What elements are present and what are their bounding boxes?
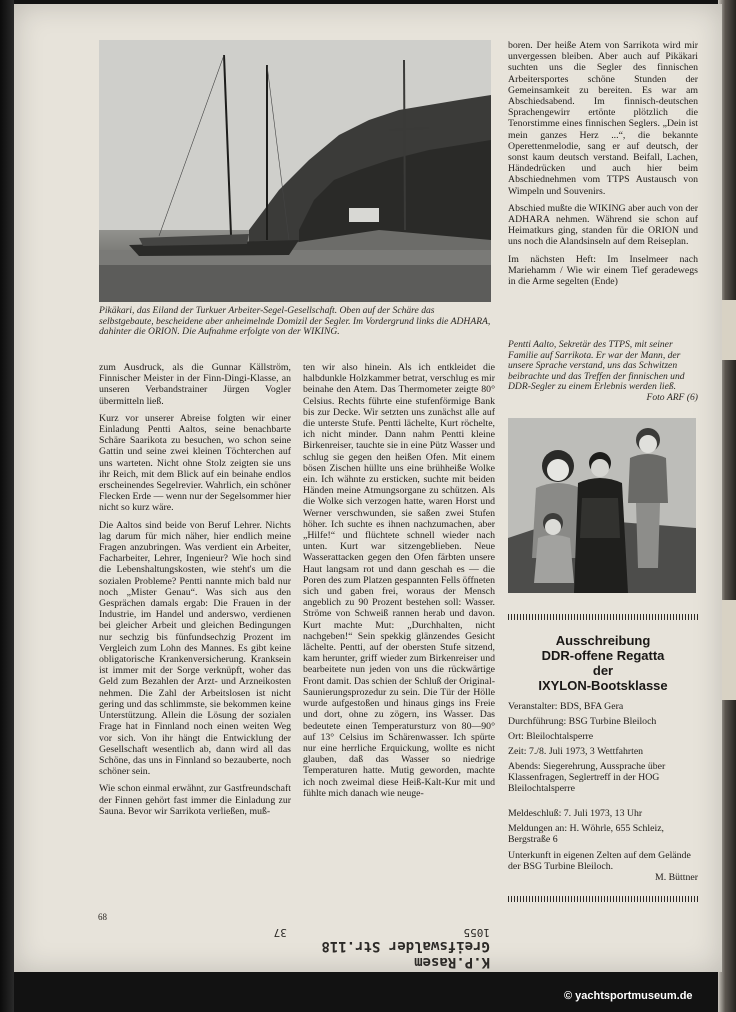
paragraph: Abschied mußte die WIKING aber auch von der ADHARA nehmen. Während sie schon auf Heimatkurs ging, standen für die ORION und uns noch die Alandsinseln auf dem Reiseplan.: [508, 202, 698, 248]
stamp-code: 1055: [463, 926, 490, 939]
notice-title-line: DDR-offene Regatta: [541, 648, 665, 663]
family-photo-drawing: [508, 418, 696, 593]
photo1-caption: Pikäkari, das Eiland der Turkuer Arbeiter-Segel-Gesellschaft. Oben auf der Schäre das selbstgebaute, bescheidene aber anheimelnde Domizil der Segler. Im Vordergrund links die ADHARA, dahinter die ORION. Die Aufnahme erfolgte von der WIKING.: [99, 305, 491, 338]
notice-title: [508, 633, 698, 693]
paragraph: ten wir also hinein. Als ich entkleidet die halbdunkle Holzkammer betrat, verschlug es mir beinahe den Atem. Das Thermometer zeigte 80° Celsius. Rechts führte eine stufenförmige Bank bis zur Decke. Wir setzten uns zunächst alle auf die unterste Stufe. Pentti lächelte, Kurt röchelte, ich nicht minder. Dann nahm Pentti kleine Birkenreiser, tauchte sie in eine Pütz Wasser und schlug sie gegen den heißen Ofen. Mit einem bösen Zischen hüllte uns eine brühheiße Wolke ein. Ich wähnte zu ersticken, suchte mit beiden Händen meine Atmungsorgane zu schützen. Als die Wolke sich verzogen hatte, waren Horst und Werner verschwunden, sie saßen zwei Stufen höher. Ich suchte es ihnen nachzumachen, aber „Hilfe!“ und flüchtete schnell wieder nach unten. Kurt war sitzengeblieben. Neue Wasserattacken gegen den Ofen färbten unsere Haut langsam rot und dann geschah es — die Poren des zum Platzen gespannten Fells öffneten sich und gaben frei, woraus der Mensch angeblich zu 90 Prozent bestehen soll: Wasser. Ströme von Schweiß rannen herab und davon. Kurt machte Mut: „Durchhalten, nicht nachgeben!“ Sein spekkig glänzendes Gesicht lächelte. Pentti, auf der obersten Stufe sitzend, kam herunter, griff wieder zum Birkenreiser und bearbeitete nun jeden von uns die rückwärtige Front damit. Das schien der Schluß der Original-Saunierungsprozedur zu sein. Die Tür der Hölle wurde aufgestoßen und hinaus gings ins Freie und dort, ohne zu zögern, ins Wasser. Das bedeutete einen Temperatursturz von 80—90° auf 13° Celsius im Schärenwasser. Ich spürte nur eine herrliche Erquickung, wollte es nicht glauben, daß das Wasser so niedrige Temperaturen hatte. Mutig geworden, machte ich noch zweimal diese Heiß-Kalt-Kur mit und fühlte mich danach wie neuge-: [303, 362, 495, 799]
ownership-stamp: [200, 928, 520, 970]
adjacent-page-fragment: [722, 300, 736, 360]
paragraph: Kurz vor unserer Abreise folgten wir einer Einladung Pentti Aaltos, seine benachbarte Schäre Saarikota zu besuchen, wo schon seine Gattin und seine zwei kleinen Töchterchen auf uns warteten. Nicht ohne Stolz zeigten sie uns ihr Reich, mit dem Blick auf ein beinahe endlos erscheinendes Segelrevier. Wahrlich, ein schöner Flecken Erde — wenn nur der Segelsommer hier nicht so kurz wäre.: [99, 412, 291, 514]
harbor-photo-drawing: [99, 40, 491, 302]
family-photo: [508, 418, 696, 593]
notice-accommodation: Unterkunft in eigenen Zelten auf dem Gelände der BSG Turbine Bleiloch.: [508, 850, 691, 872]
notice-deadline: Meldeschluß: 7. Juli 1973, 13 Uhr: [508, 808, 643, 819]
photo-credit: Foto ARF (6): [646, 391, 698, 403]
notice-location: Ort: Bleilochtalsperre: [508, 731, 594, 742]
photo2-caption: [508, 340, 698, 404]
article-column-3: [508, 40, 698, 293]
stamp-number: 37: [273, 926, 287, 939]
scan-left-edge: [0, 0, 14, 1012]
watermark: © yachtsportmuseum.de: [564, 990, 693, 1002]
paragraph: Die Aaltos sind beide von Beruf Lehrer. Nichts lag darum für mich näher, hier endlich meine Fragen anzubringen. Was verdient ein Arbeiter, Facharbeiter, Lehrer, Ingenieur? Wie hoch sind die Lebenshaltungskosten, wie steht's um die sozialen Probleme? Pentti nannte mich bald nur noch „Mister Genau“. Was sich aus den Gesprächen damals ergab: Die Frauen in der Industrie, im Handel und anderswo, verdienen bei gleicher Arbeit und gleichen Bedingungen nur sechzig bis fünfundsechzig Prozent im Vergleich zum Lohn des Mannes. Es gibt keine obligatorische Krankenversicherung. Kranksein ist immer mit der Sorge verknüpft, woher das Geld zum Bezahlen der Arzt- und Arzneikosten nehmen. Die Zahl der Arbeitslosen ist nicht gering und das schlimmste, sie bekommen keine Unterstützung. Allein die Lösung der sozialen Frage hat in Finnland noch einen weiten Weg vor sich. Von ihr hängt die Entwicklung der Gesellschaft wesentlich ab, dann wird all das Schöne, das uns in Finnland so bezauberte, noch schöner sein.: [99, 519, 291, 778]
stamp-address: Greifswalder Str.118: [321, 938, 490, 954]
paragraph: boren. Der heiße Atem von Sarrikota wird mir unvergessen bleiben. Aber auch auf Pikäkari suchten uns die Segler des finnischen Arbeitersportes schöne Stunden der Gemeinsamkeit zu bereiten. Es war am Abschiedsabend. Im finnisch-deutschen Sprachengewirr ertönte plötzlich die Tenorstimme eines finnischen Seglers. „Dein ist mein ganzes Herz ...“, die bekannte Operettenmelodie, sang er auf deutsch, der sonst kaum deutsch verstand. Beifall, Lachen, Händedrücken und auch hier beim Abschiednehmen vom TTPS Austausch von Wimpeln und Souvenirs.: [508, 40, 698, 197]
paragraph: zum Ausdruck, als die Gunnar Källström, Finnischer Meister in der Finn-Dingi-Klasse, an unseren Verbandstrainer Jürgen Vogler übermitteln ließ.: [99, 362, 291, 407]
notice-evening: Abends: Siegerehrung, Aussprache über Klassenfragen, Seglertreff in der HOG Bleilochtalsperre: [508, 761, 666, 794]
notice-date: Zeit: 7./8. Juli 1973, 3 Wettfahrten: [508, 746, 644, 757]
notice-title-line: Ausschreibung: [555, 633, 651, 648]
adjacent-page-fragment: [722, 600, 736, 700]
stamp-name: K.P.Rasem: [414, 954, 490, 970]
page-number: 68: [98, 912, 107, 922]
article-column-1: [99, 362, 291, 823]
article-column-2: [303, 362, 495, 805]
notice-title-line: der: [592, 663, 614, 678]
section-divider: [508, 896, 698, 902]
notice-execution: Durchführung: BSG Turbine Bleiloch: [508, 716, 657, 727]
notice-title-line: IXYLON-Bootsklasse: [538, 678, 668, 693]
paragraph: Im nächsten Heft: Im Inselmeer nach Mariehamm / Wie wir einem Tief geradewegs in die Arme segelten (Ende): [508, 253, 698, 288]
paragraph: Wie schon einmal erwähnt, zur Gastfreundschaft der Finnen gehört fast immer die Einladung zur Sauna. Bevor wir Sarrikota verließen, muß-: [99, 783, 291, 817]
notice-registration: Meldungen an: H. Wöhrle, 655 Schleiz, Bergstraße 6: [508, 823, 664, 845]
stamp-note: [200, 926, 520, 938]
section-divider: [508, 614, 698, 620]
photo2-caption-text: Pentti Aalto, Sekretär des TTPS, mit seiner Familie auf Sarrikota. Er war der Mann, der unsere Sprache verstand, uns das Schwitzen beibrachte und das Treffen der finnischen und DDR-Segler zu einem Erlebnis werden ließ.: [508, 339, 685, 393]
harbor-photo: [99, 40, 491, 302]
notice-organizer: Veranstalter: BDS, BFA Gera: [508, 701, 624, 712]
notice-signature: M. Büttner: [655, 872, 698, 883]
